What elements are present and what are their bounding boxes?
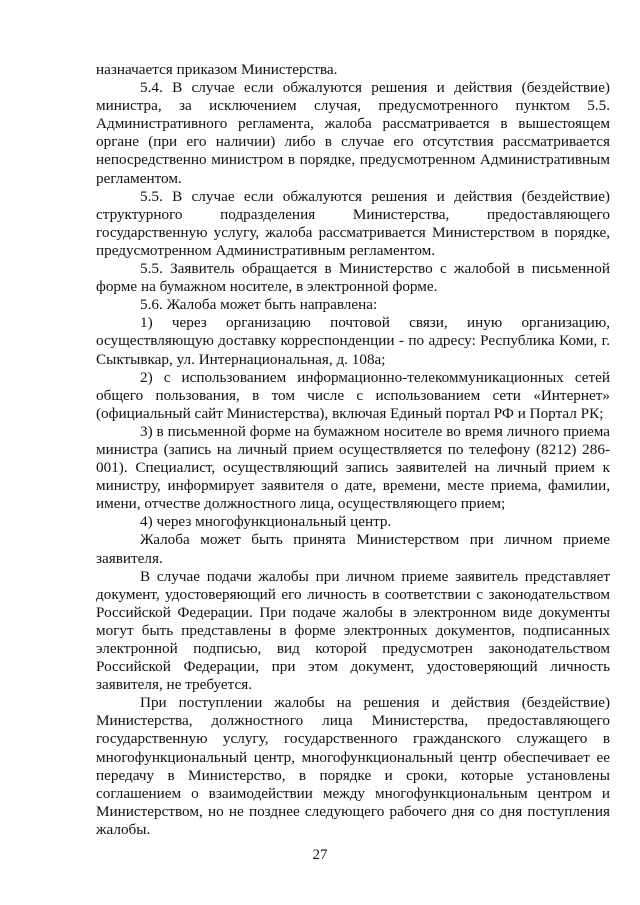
list-item-3: 3) в письменной форме на бумажном носителе во время личного приема министра (запись на личный прием осуществляется по телефону (8212) 286-001). Специалист, осуществляющий запись заявителей на личный прием к министру, информирует заявителя о дате, времени, месте приема, фамилии, имени, отчестве должностного лица, осуществляющего прием; [96, 422, 610, 513]
paragraph-5-4: 5.4. В случае если обжалуются решения и действия (бездействие) министра, за исключением случая, предусмотренного пунктом 5.5. Административного регламента, жалоба рассматривается в вышестоящем органе (при его наличии) либо в случае его отсутствия рассматривается непосредственно министром в порядке, предусмотренном Административным регламентом. [96, 79, 610, 187]
list-item-1: 1) через организацию почтовой связи, иную организацию, осуществляющую доставку корреспонденции - по адресу: Республика Коми, г. Сыктывкар, ул. Интернациональная, д. 108а; [96, 314, 610, 368]
paragraph-5-6: 5.6. Жалоба может быть направлена: [140, 296, 378, 314]
paragraph-identity-document: В случае подачи жалобы при личном приеме заявитель представляет документ, удостоверяющий его личность в соответствии с законодательством Российской Федерации. При подаче жалобы в электронном виде документы могут быть представлены в форме электронных документов, подписанных электронной подписью, вид которой предусмотрен законодательством Российской Федерации, при этом документ, удостоверяющий личность заявителя, не требуется. [96, 567, 610, 694]
list-item-4: 4) через многофункциональный центр. [140, 513, 392, 531]
page-body [96, 61, 610, 839]
page-number: 27 [312, 847, 328, 863]
paragraph-5-5-a: 5.5. В случае если обжалуются решения и действия (бездействие) структурного подразделения Министерства, предоставляющего государственную услугу, жалоба рассматривается Министерством в порядке, предусмотренном Административным регламентом. [96, 187, 610, 259]
list-item-2: 2) с использованием информационно-телекоммуникационных сетей общего пользования, в том числе с использованием сети «Интернет» (официальный сайт Министерства), включая Единый портал РФ и Портал РК; [96, 368, 610, 422]
paragraph-continuation: назначается приказом Министерства. [96, 61, 338, 78]
paragraph-mfc-transfer: При поступлении жалобы на решения и действия (бездействие) Министерства, должностного лица Министерства, предоставляющего государственную услугу, государственного гражданского служащего в многофункциональный центр, многофункциональный центр обеспечивает ее передачу в Министерство, в порядке и сроки, которые установлены соглашением о взаимодействии между многофункциональным центром и Министерством, но не позднее следующего рабочего дня со дня поступления жалобы. [96, 694, 610, 838]
paragraph-5-5-b: 5.5. Заявитель обращается в Министерство с жалобой в письменной форме на бумажном носителе, в электронной форме. [96, 260, 610, 296]
paragraph-personal-reception: Жалоба может быть принята Министерством при личном приеме заявителя. [96, 531, 610, 567]
